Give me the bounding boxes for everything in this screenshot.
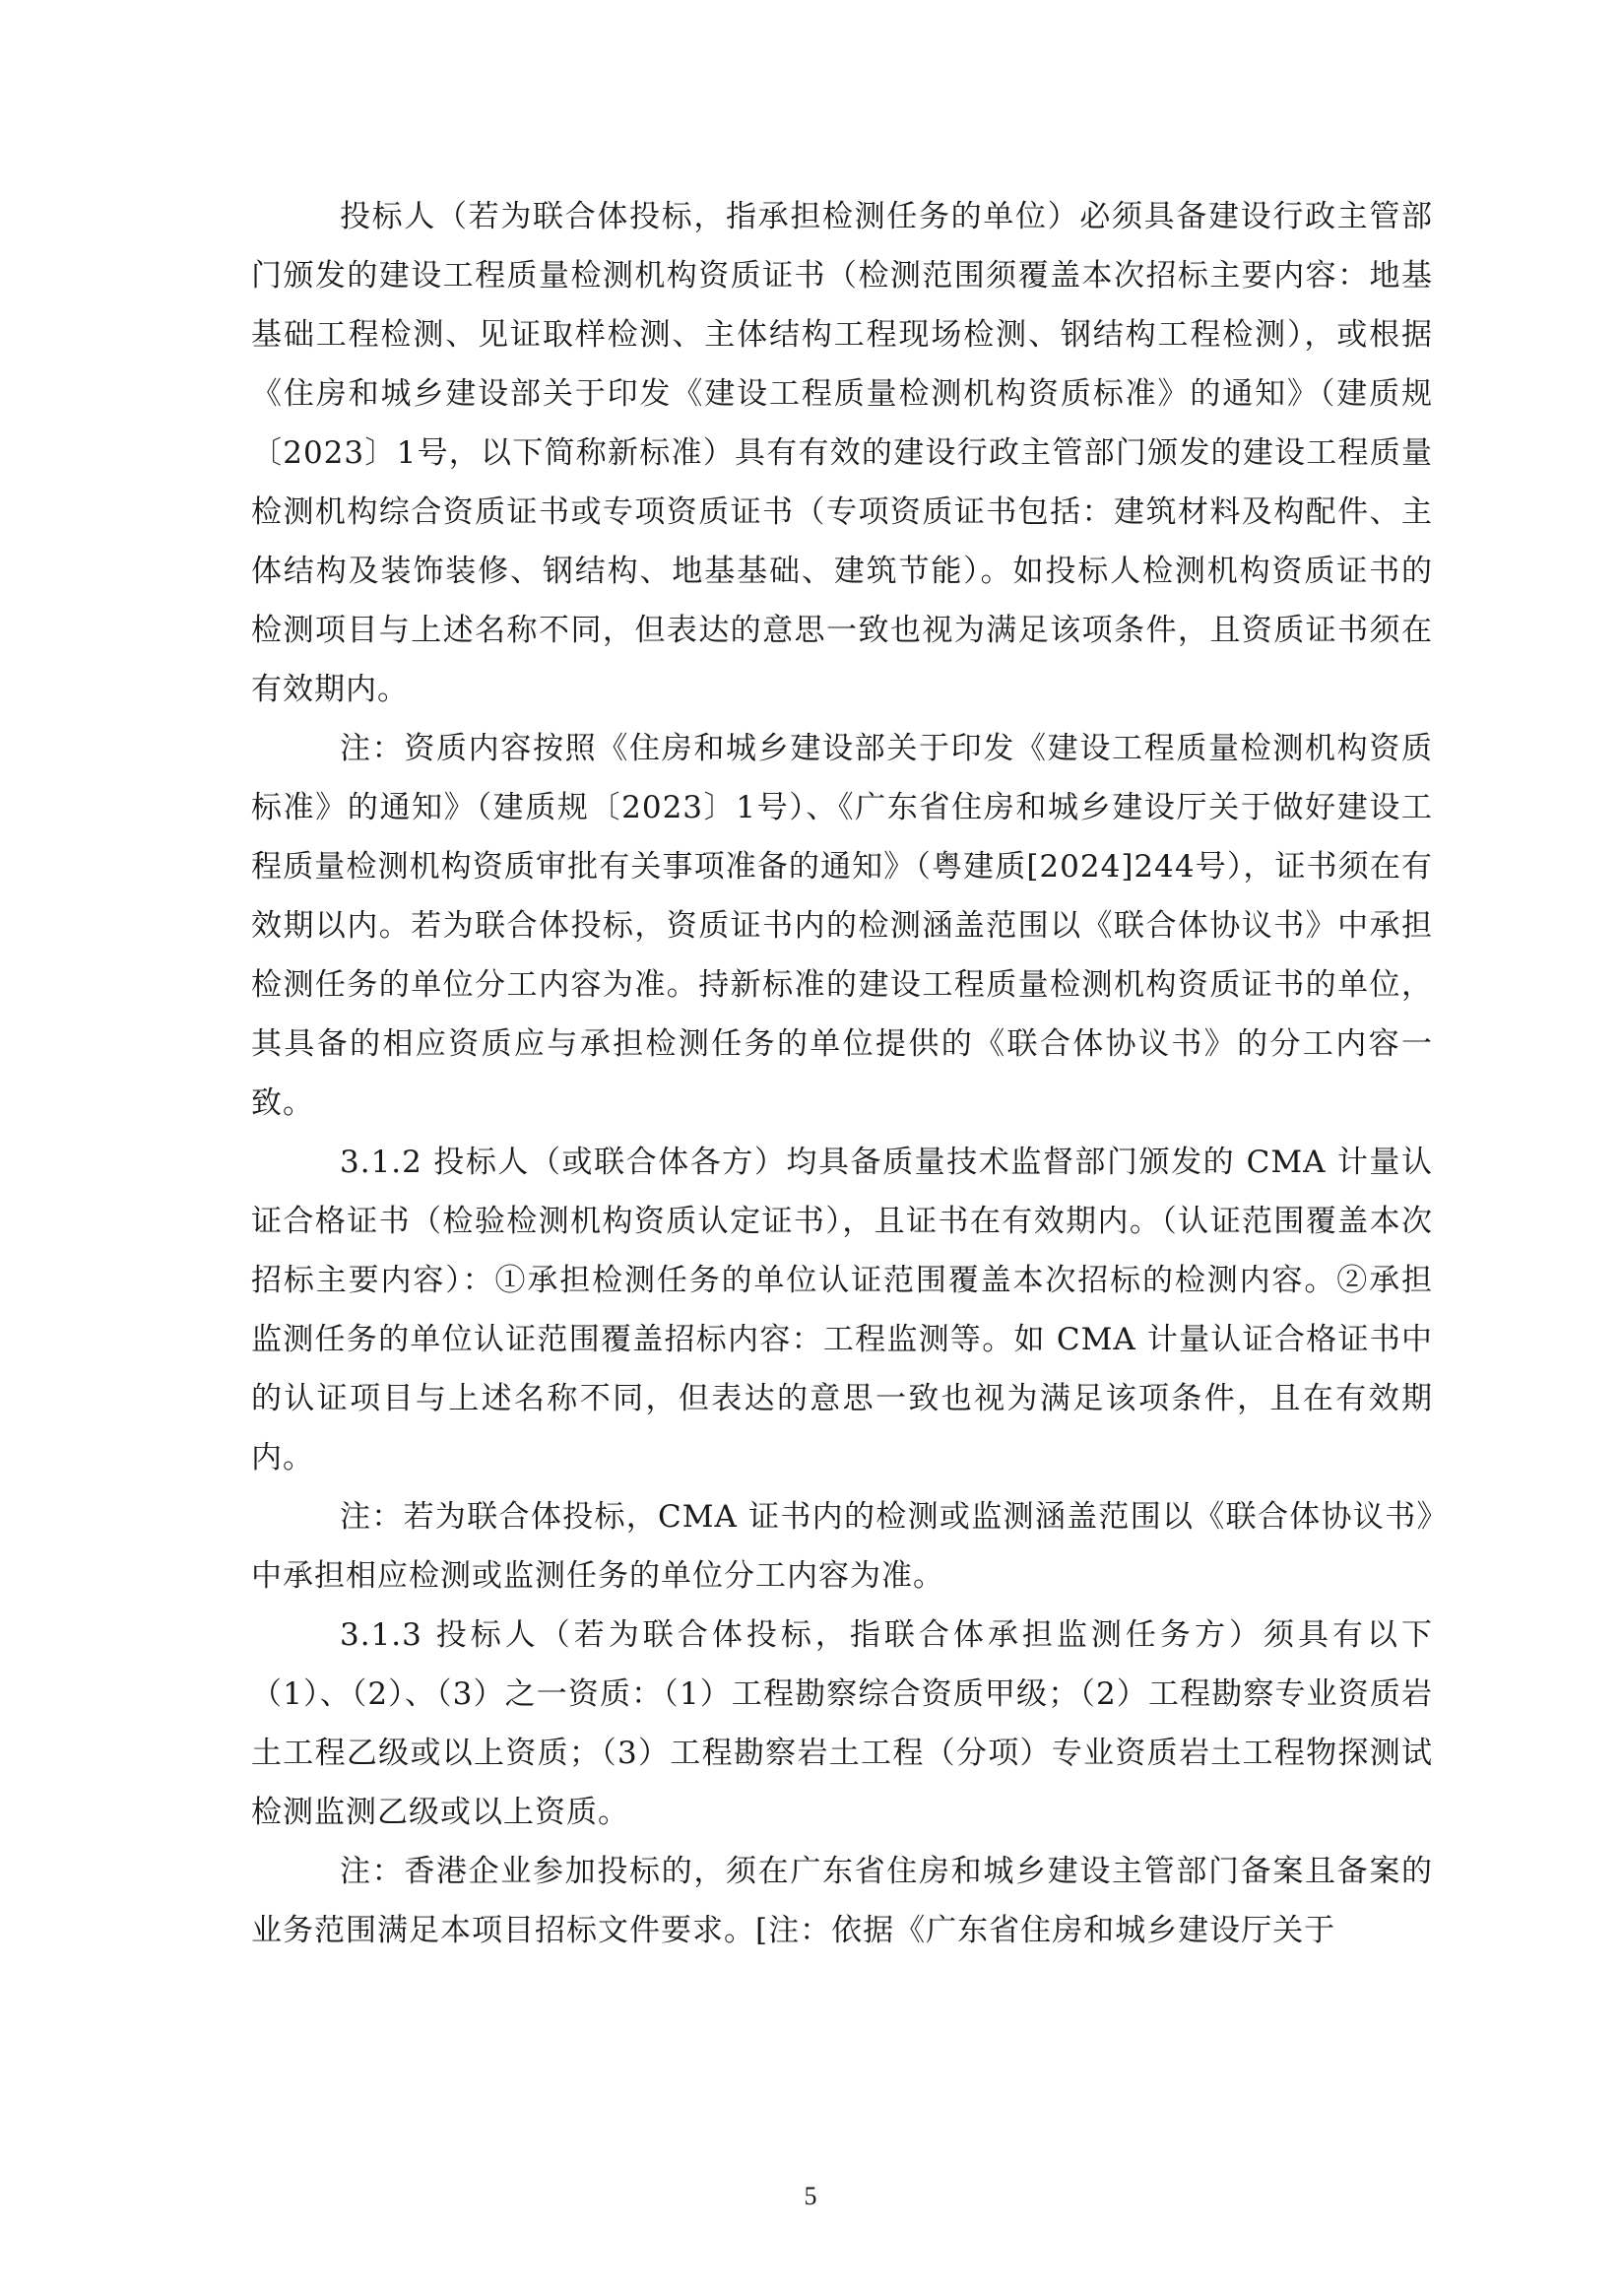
- paragraph-cma-note: 注：若为联合体投标，CMA 证书内的检测或监测涵盖范围以《联合体协议书》中承担相应检测或监测任务的单位分工内容为准。: [251, 1499, 1433, 1594]
- paragraph-3-1-3-survey: 3.1.3 投标人（若为联合体投标，指联合体承担监测任务方）须具有以下（1）、（2）、（3）之一资质：（1）工程勘察综合资质甲级；（2）工程勘察专业资质岩土工程乙级或以上资质；（3）工程勘察岩土工程（分项）专业资质岩土工程物探测试检测监测乙级或以上资质。: [251, 1617, 1433, 1830]
- paragraph-qualification-requirement: 投标人（若为联合体投标，指承担检测任务的单位）必须具备建设行政主管部门颁发的建设工程质量检测机构资质证书（检测范围须覆盖本次招标主要内容：地基基础工程检测、见证取样检测、主体结构工程现场检测、钢结构工程检测），或根据《住房和城乡建设部关于印发《建设工程质量检测机构资质标准》的通知》（建质规〔2023〕1号，以下简称新标准）具有有效的建设行政主管部门颁发的建设工程质量检测机构综合资质证书或专项资质证书（专项资质证书包括：建筑材料及构配件、主体结构及装饰装修、钢结构、地基基础、建筑节能）。如投标人检测机构资质证书的检测项目与上述名称不同，但表达的意思一致也视为满足该项条件，且资质证书须在有效期内。: [251, 199, 1433, 707]
- document-body: [251, 187, 1433, 1960]
- paragraph-qualification-note: 注：资质内容按照《住房和城乡建设部关于印发《建设工程质量检测机构资质标准》的通知》（建质规〔2023〕1号）、《广东省住房和城乡建设厅关于做好建设工程质量检测机构资质审批有关事项准备的通知》（粤建质[2024]244号），证书须在有效期以内。若为联合体投标，资质证书内的检测涵盖范围以《联合体协议书》中承担检测任务的单位分工内容为准。持新标准的建设工程质量检测机构资质证书的单位，其具备的相应资质应与承担检测任务的单位提供的《联合体协议书》的分工内容一致。: [251, 731, 1433, 1121]
- paragraph-3-1-2-cma: 3.1.2 投标人（或联合体各方）均具备质量技术监督部门颁发的 CMA 计量认证合格证书（检验检测机构资质认定证书），且证书在有效期内。（认证范围覆盖本次招标主要内容）：①承担检测任务的单位认证范围覆盖本次招标的检测内容。②承担监测任务的单位认证范围覆盖招标内容：工程监测等。如 CMA 计量认证合格证书中的认证项目与上述名称不同，但表达的意思一致也视为满足该项条件，且在有效期内。: [251, 1145, 1433, 1476]
- paragraph-hongkong-note: 注：香港企业参加投标的，须在广东省住房和城乡建设主管部门备案且备案的业务范围满足本项目招标文件要求。[注：依据《广东省住房和城乡建设厅关于: [251, 1854, 1433, 1948]
- page-number: 5: [804, 2182, 817, 2210]
